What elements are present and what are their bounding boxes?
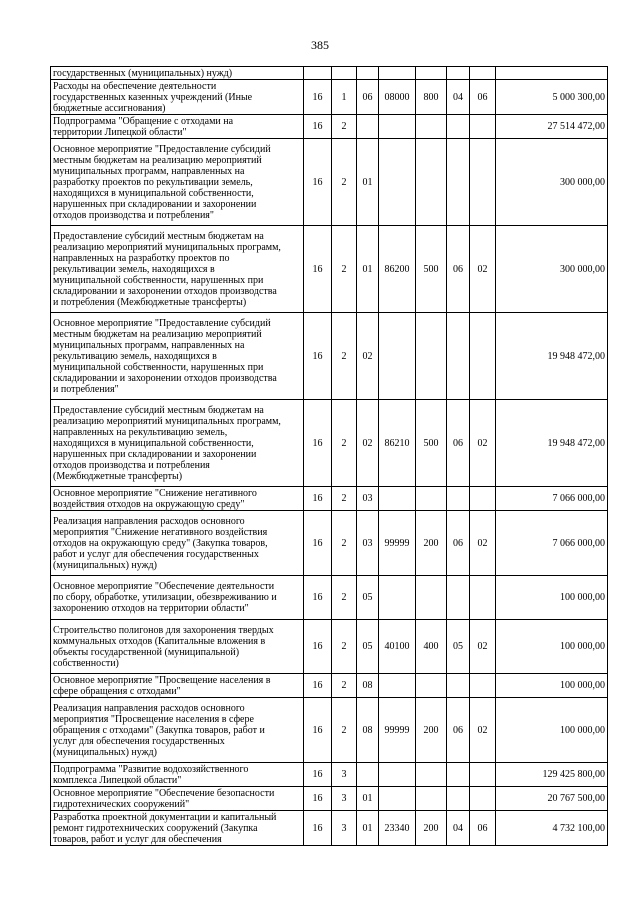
code-direction xyxy=(379,674,416,698)
row-description: Реализация направления расходов основного мероприятия "Снижение негативного воздействия отходов на окружающую среду" (Закупка товаров, работ и услуг для обеспечения государственных (муниципальных) нужд) xyxy=(51,511,304,576)
code-section: 06 xyxy=(447,226,470,313)
code-direction xyxy=(379,787,416,811)
code-subprogram: 2 xyxy=(332,620,357,674)
code-section xyxy=(447,115,470,139)
row-amount: 129 425 800,00 xyxy=(496,763,608,787)
row-description: Расходы на обеспечение деятельности государственных казенных учреждений (Иные бюджетные ассигнования) xyxy=(51,80,304,115)
code-section xyxy=(447,487,470,511)
code-main-activity: 03 xyxy=(357,487,379,511)
table-row xyxy=(51,313,608,400)
code-subprogram: 3 xyxy=(332,811,357,846)
code-main-activity xyxy=(357,67,379,80)
table-row xyxy=(51,787,608,811)
code-direction: 99999 xyxy=(379,698,416,763)
row-amount: 100 000,00 xyxy=(496,576,608,620)
row-amount: 5 000 300,00 xyxy=(496,80,608,115)
code-direction: 86200 xyxy=(379,226,416,313)
budget-table xyxy=(50,66,608,846)
code-subsection: 02 xyxy=(470,226,496,313)
row-description: Реализация направления расходов основного мероприятия "Просвещение населения в сфере обращения с отходами" (Закупка товаров, работ и услуг для обеспечения государственных (муниципальных) нужд) xyxy=(51,698,304,763)
table-row xyxy=(51,576,608,620)
code-direction xyxy=(379,763,416,787)
code-main-admin: 16 xyxy=(304,811,332,846)
code-expense-type: 200 xyxy=(416,698,447,763)
code-direction: 23340 xyxy=(379,811,416,846)
code-expense-type xyxy=(416,674,447,698)
code-direction: 99999 xyxy=(379,511,416,576)
row-description: государственных (муниципальных) нужд) xyxy=(51,67,304,80)
table-row xyxy=(51,811,608,846)
row-description: Основное мероприятие "Снижение негативного воздействия отходов на окружающую среду" xyxy=(51,487,304,511)
code-main-activity: 01 xyxy=(357,811,379,846)
code-main-admin: 16 xyxy=(304,576,332,620)
code-section: 06 xyxy=(447,400,470,487)
code-expense-type xyxy=(416,763,447,787)
code-subsection: 02 xyxy=(470,400,496,487)
table-row xyxy=(51,487,608,511)
row-amount: 7 066 000,00 xyxy=(496,487,608,511)
row-description: Основное мероприятие "Предоставление субсидий местным бюджетам на реализацию мероприятий муниципальных программ, направленных на рекультивацию земель, находящихся в муниципальной собственности, нарушенных при складировании и захоронении отходов производства и потребления" xyxy=(51,313,304,400)
table-row xyxy=(51,226,608,313)
code-section: 06 xyxy=(447,698,470,763)
code-direction xyxy=(379,313,416,400)
table-row xyxy=(51,620,608,674)
row-amount: 300 000,00 xyxy=(496,226,608,313)
code-subsection xyxy=(470,763,496,787)
code-section xyxy=(447,787,470,811)
code-main-admin: 16 xyxy=(304,226,332,313)
row-description: Строительство полигонов для захоронения твердых коммунальных отходов (Капитальные вложения в объекты государственной (муниципальной) собственности) xyxy=(51,620,304,674)
code-subsection xyxy=(470,313,496,400)
code-main-activity: 08 xyxy=(357,674,379,698)
code-section xyxy=(447,67,470,80)
code-expense-type xyxy=(416,67,447,80)
code-subsection xyxy=(470,115,496,139)
code-main-activity xyxy=(357,763,379,787)
row-description: Основное мероприятие "Предоставление субсидий местным бюджетам на реализацию мероприятий муниципальных программ, направленных на разработку проектов по рекультивации земель, находящихся в муниципальной собственности, нарушенных при складировании и захоронении отходов производства и потребления" xyxy=(51,139,304,226)
row-amount: 4 732 100,00 xyxy=(496,811,608,846)
row-description: Разработка проектной документации и капитальный ремонт гидротехнических сооружений (Закупка товаров, работ и услуг для обеспечения xyxy=(51,811,304,846)
table-row xyxy=(51,698,608,763)
code-subsection: 02 xyxy=(470,698,496,763)
code-main-admin: 16 xyxy=(304,511,332,576)
code-subprogram xyxy=(332,67,357,80)
code-direction xyxy=(379,576,416,620)
code-main-admin: 16 xyxy=(304,698,332,763)
code-section xyxy=(447,674,470,698)
code-subprogram: 2 xyxy=(332,313,357,400)
code-subsection xyxy=(470,139,496,226)
code-direction: 40100 xyxy=(379,620,416,674)
code-subsection xyxy=(470,67,496,80)
code-subsection: 02 xyxy=(470,511,496,576)
code-section xyxy=(447,313,470,400)
code-expense-type xyxy=(416,787,447,811)
row-amount: 100 000,00 xyxy=(496,674,608,698)
code-expense-type: 200 xyxy=(416,511,447,576)
row-amount: 100 000,00 xyxy=(496,620,608,674)
row-amount: 19 948 472,00 xyxy=(496,313,608,400)
code-expense-type: 400 xyxy=(416,620,447,674)
row-description: Основное мероприятие "Обеспечение деятельности по сбору, обработке, утилизации, обезвреживанию и захоронению отходов на территории области" xyxy=(51,576,304,620)
code-subsection xyxy=(470,487,496,511)
row-amount: 100 000,00 xyxy=(496,698,608,763)
row-description: Основное мероприятие "Обеспечение безопасности гидротехнических сооружений" xyxy=(51,787,304,811)
code-subprogram: 1 xyxy=(332,80,357,115)
code-subsection: 06 xyxy=(470,811,496,846)
table-row xyxy=(51,80,608,115)
code-main-admin: 16 xyxy=(304,313,332,400)
code-main-admin: 16 xyxy=(304,487,332,511)
code-section: 06 xyxy=(447,511,470,576)
row-description: Основное мероприятие "Просвещение населения в сфере обращения с отходами" xyxy=(51,674,304,698)
code-direction: 86210 xyxy=(379,400,416,487)
code-main-activity: 05 xyxy=(357,576,379,620)
code-section: 05 xyxy=(447,620,470,674)
table-body xyxy=(51,67,608,846)
table-row xyxy=(51,115,608,139)
code-subprogram: 2 xyxy=(332,226,357,313)
code-main-admin: 16 xyxy=(304,763,332,787)
code-section: 04 xyxy=(447,80,470,115)
code-main-admin xyxy=(304,67,332,80)
code-subsection xyxy=(470,787,496,811)
page-number: 385 xyxy=(311,38,329,52)
code-subsection xyxy=(470,576,496,620)
code-subprogram: 3 xyxy=(332,763,357,787)
code-subsection: 02 xyxy=(470,620,496,674)
row-description: Предоставление субсидий местным бюджетам на реализацию мероприятий муниципальных программ, направленных на рекультивацию земель, находящихся в муниципальной собственности, нарушенных при складировании и захоронении отходов производства и потребления (Межбюджетные трансферты) xyxy=(51,400,304,487)
code-main-admin: 16 xyxy=(304,80,332,115)
code-main-admin: 16 xyxy=(304,139,332,226)
code-subprogram: 2 xyxy=(332,674,357,698)
code-subprogram: 2 xyxy=(332,115,357,139)
code-expense-type xyxy=(416,139,447,226)
code-direction: 08000 xyxy=(379,80,416,115)
code-main-activity: 02 xyxy=(357,313,379,400)
code-main-activity: 03 xyxy=(357,511,379,576)
code-subprogram: 2 xyxy=(332,400,357,487)
table-row xyxy=(51,67,608,80)
table-row xyxy=(51,511,608,576)
table-row xyxy=(51,139,608,226)
code-main-admin: 16 xyxy=(304,787,332,811)
row-amount: 19 948 472,00 xyxy=(496,400,608,487)
row-amount xyxy=(496,67,608,80)
row-amount: 27 514 472,00 xyxy=(496,115,608,139)
code-section: 04 xyxy=(447,811,470,846)
code-main-activity: 06 xyxy=(357,80,379,115)
code-subprogram: 2 xyxy=(332,487,357,511)
code-expense-type xyxy=(416,313,447,400)
table-row xyxy=(51,674,608,698)
code-expense-type xyxy=(416,487,447,511)
code-main-admin: 16 xyxy=(304,620,332,674)
code-subprogram: 2 xyxy=(332,139,357,226)
code-direction xyxy=(379,115,416,139)
code-section xyxy=(447,576,470,620)
code-subprogram: 2 xyxy=(332,698,357,763)
code-main-admin: 16 xyxy=(304,115,332,139)
code-direction xyxy=(379,487,416,511)
row-description: Предоставление субсидий местным бюджетам на реализацию мероприятий муниципальных программ, направленных на разработку проектов по рекультивации земель, находящихся в муниципальной собственности, нарушенных при складировании и захоронении отходов производства и потребления (Межбюджетные трансферты) xyxy=(51,226,304,313)
code-main-admin: 16 xyxy=(304,400,332,487)
code-expense-type: 200 xyxy=(416,811,447,846)
row-description: Подпрограмма "Развитие водохозяйственного комплекса Липецкой области" xyxy=(51,763,304,787)
code-main-admin: 16 xyxy=(304,674,332,698)
code-subsection xyxy=(470,674,496,698)
code-section xyxy=(447,139,470,226)
code-main-activity xyxy=(357,115,379,139)
code-main-activity: 01 xyxy=(357,226,379,313)
code-main-activity: 05 xyxy=(357,620,379,674)
code-expense-type xyxy=(416,576,447,620)
table-row xyxy=(51,400,608,487)
code-expense-type: 500 xyxy=(416,226,447,313)
code-main-activity: 01 xyxy=(357,787,379,811)
code-expense-type: 500 xyxy=(416,400,447,487)
code-subprogram: 2 xyxy=(332,511,357,576)
row-amount: 300 000,00 xyxy=(496,139,608,226)
row-amount: 7 066 000,00 xyxy=(496,511,608,576)
code-subprogram: 2 xyxy=(332,576,357,620)
code-subprogram: 3 xyxy=(332,787,357,811)
code-main-activity: 08 xyxy=(357,698,379,763)
code-expense-type: 800 xyxy=(416,80,447,115)
code-direction xyxy=(379,139,416,226)
code-subsection: 06 xyxy=(470,80,496,115)
code-section xyxy=(447,763,470,787)
code-direction xyxy=(379,67,416,80)
table-row xyxy=(51,763,608,787)
code-main-activity: 01 xyxy=(357,139,379,226)
row-description: Подпрограмма "Обращение с отходами на территории Липецкой области" xyxy=(51,115,304,139)
code-expense-type xyxy=(416,115,447,139)
code-main-activity: 02 xyxy=(357,400,379,487)
row-amount: 20 767 500,00 xyxy=(496,787,608,811)
